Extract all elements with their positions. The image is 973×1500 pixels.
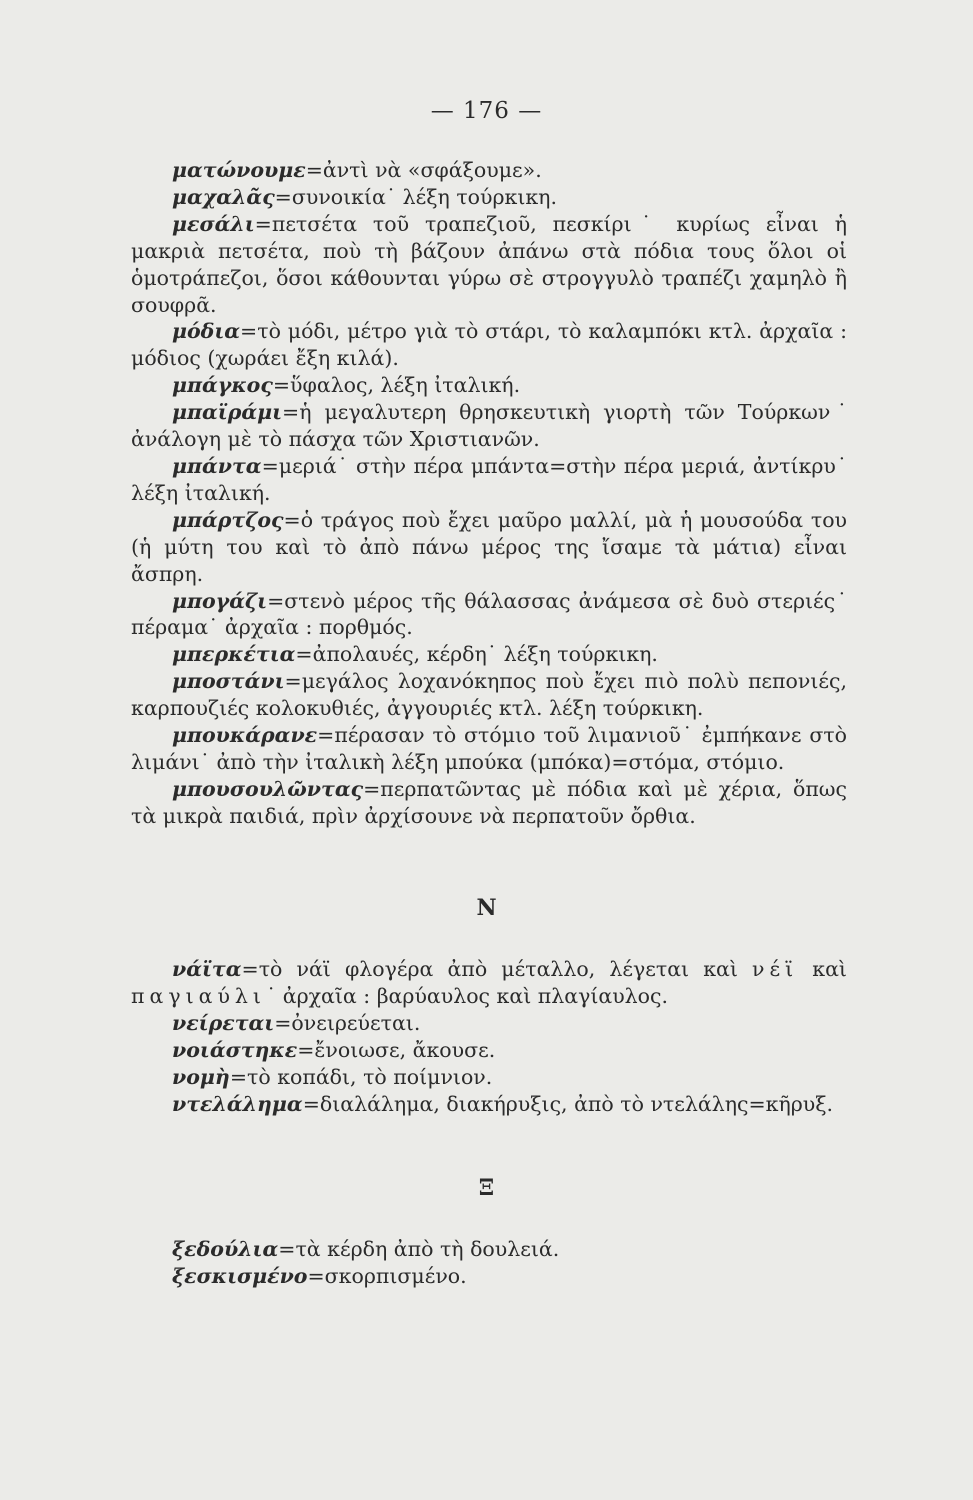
entry-definition: ὕφαλος, λέξη ἰταλική. <box>290 373 521 398</box>
entry-definition: ἡ μεγαλυτερη θρησκευτικὴ γιορτὴ τῶν Τούρκων˙ ἀνάλογη μὲ τὸ πάσχα τῶν Χριστιανῶν. <box>131 400 847 452</box>
entry-headword: νάϊτα <box>172 957 242 981</box>
glossary-section-m <box>131 157 847 830</box>
entry-definition: ἀπολαυές, κέρδη˙ λέξη τούρκικη. <box>312 642 658 667</box>
entry-definition: πετσέτα τοῦ τραπεζιοῦ, πεσκίρι˙ κυρίως εἶναι ἡ μακριὰ πετσέτα, ποὺ τὴ βάζουν ἀπάνω στὰ πόδια τους ὅλοι οἱ ὁμοτράπεζοι, ὅσοι κάθουνται γύρω σὲ στρογγυλὸ τραπέζι χαμηλὸ ἢ σουφρᾶ. <box>131 211 847 317</box>
entry-definition: σκορπισμένο. <box>324 1263 467 1288</box>
entry-definition: ἔνοιωσε, ἄκουσε. <box>314 1037 496 1062</box>
entry-definition: ἀντὶ νὰ «σφάξουμε». <box>322 158 542 182</box>
glossary-entry: μπάγκος=ὕφαλος, λέξη ἰταλική. <box>172 373 521 398</box>
entry-headword: μπουσουλῶντας <box>172 776 364 801</box>
entry-definition: τὸ κοπάδι, τὸ ποίμνιον. <box>247 1064 493 1089</box>
glossary-entry: μπερκέτια=ἀπολαυές, κέρδη˙ λέξη τούρκικη. <box>172 642 658 667</box>
glossary-entry: μεσάλι=πετσέτα τοῦ τραπεζιοῦ, πεσκίρι˙ κυρίως εἶναι ἡ μακριὰ πετσέτα, ποὺ τὴ βάζουν ἀπάνω στὰ πόδια τους ὅλοι οἱ ὁμοτράπεζοι, ὅσοι κάθουνται γύρω σὲ στρογγυλὸ τραπέζι χαμηλὸ ἢ σουφρᾶ. <box>131 211 847 317</box>
glossary-entry: μπουκάρανε=πέρασαν τὸ στόμιο τοῦ λιμανιοῦ˙ ἐμπήκανε στὸ λιμάνι˙ ἀπὸ τὴν ἰταλικὴ λέξη μπούκα (μπόκα)=στόμα, στόμιο. <box>131 723 847 774</box>
entry-headword: μπάρτζος <box>172 507 284 532</box>
glossary-section-x <box>131 1236 847 1290</box>
entry-headword: ξεδούλια <box>172 1237 279 1261</box>
page-number: — 176 — <box>430 98 543 124</box>
glossary-entry: μόδια=τὸ μόδι, μέτρο γιὰ τὸ στάρι, τὸ καλαμπόκι κτλ. ἀρχαῖα : μόδιος (χωράει ἔξη κιλά). <box>131 319 847 371</box>
entry-headword: μπαϊράμι <box>172 400 283 425</box>
glossary-entry: νάϊτα=τὸ νάϊ φλογέρα ἀπὸ μέταλλο, λέγεται καὶ νέϊ καὶ παγιαύλι˙ ἀρχαῖα : βαρύαυλος καὶ πλαγίαυλος. <box>131 957 847 1008</box>
section-letter-x: Ξ <box>478 1175 495 1201</box>
entry-definition: ˙ ἀρχαῖα : βαρύαυλος καὶ πλαγίαυλος. <box>265 983 668 1008</box>
entry-definition: ὀνειρεύεται. <box>291 1010 421 1035</box>
glossary-entry: νείρεται=ὀνειρεύεται. <box>172 1010 421 1035</box>
entry-headword: μπάντα <box>172 453 262 478</box>
entry-definition: στενὸ μέρος τῆς θάλασσας ἀνάμεσα σὲ δυὸ στεριές˙ πέραμα˙ ἀρχαῖα : πορθμός. <box>131 588 847 640</box>
glossary-entry: ματώνουμε=ἀντὶ νὰ «σφάξουμε». <box>172 158 542 182</box>
glossary-entry: μπαϊράμι=ἡ μεγαλυτερη θρησκευτικὴ γιορτὴ τῶν Τούρκων˙ ἀνάλογη μὲ τὸ πάσχα τῶν Χριστιανῶν. <box>131 400 847 452</box>
entry-headword: μπάγκος <box>172 373 273 398</box>
entry-headword: νομὴ <box>172 1064 230 1089</box>
entry-definition: περπατῶντας μὲ πόδια καὶ μὲ χέρια, ὅπως τὰ μικρὰ παιδιά, πρὶν ἀρχίσουνε νὰ περπατοῦν ὄρθια. <box>131 776 847 828</box>
glossary-entry: μπογάζι=στενὸ μέρος τῆς θάλασσας ἀνάμεσα σὲ δυὸ στεριές˙ πέραμα˙ ἀρχαῖα : πορθμός. <box>131 588 847 640</box>
entry-definition: μεγάλος λοχανόκηπος ποὺ ἔχει πιὸ πολὺ πεπονιές, καρπουζιές κολοκυθιές, ἀγγουριές κτλ. λέξη τούρκικη. <box>131 669 847 721</box>
glossary-entry: νοιάστηκε=ἔνοιωσε, ἄκουσε. <box>172 1037 496 1062</box>
glossary-entry: ντελάλημα=διαλάλημα, διακήρυξις, ἀπὸ τὸ ντελάλης=κῆρυξ. <box>172 1091 834 1116</box>
glossary-entry: μπάντα=μεριά˙ στὴν πέρα μπάντα=στὴν πέρα μεριά, ἀντίκρυ˙ λέξη ἰταλική. <box>131 453 847 505</box>
entry-definition: τὰ κέρδη ἀπὸ τὴ δουλειά. <box>295 1237 560 1261</box>
section-letter-n: Ν <box>476 895 497 921</box>
spaced-word: παγιαύλι <box>131 983 266 1008</box>
glossary-entry: μπουσουλῶντας=περπατῶντας μὲ πόδια καὶ μὲ χέρια, ὅπως τὰ μικρὰ παιδιά, πρὶν ἀρχίσουνε νὰ περπατοῦν ὄρθια. <box>131 776 847 828</box>
glossary-section-n <box>131 956 847 1117</box>
spaced-word: νέϊ <box>752 957 799 981</box>
entry-definition: διαλάλημα, διακήρυξις, ἀπὸ τὸ ντελάλης=κῆρυξ. <box>319 1091 834 1116</box>
entry-headword: μαχαλᾶς <box>172 184 275 209</box>
glossary-entry: ξεσκισμένο=σκορπισμένο. <box>172 1263 467 1288</box>
entry-definition: πέρασαν τὸ στόμιο τοῦ λιμανιοῦ˙ ἐμπήκανε στὸ λιμάνι˙ ἀπὸ τὴν ἰταλικὴ λέξη μπούκα (μπόκα)=στόμα, στόμιο. <box>131 723 847 774</box>
entry-headword: ξεσκισμένο <box>172 1263 308 1288</box>
glossary-entry: νομὴ=τὸ κοπάδι, τὸ ποίμνιον. <box>172 1064 493 1089</box>
entry-headword: μποστάνι <box>172 669 285 694</box>
entry-headword: μπερκέτια <box>172 642 296 667</box>
glossary-entry: ξεδούλια=τὰ κέρδη ἀπὸ τὴ δουλειά. <box>172 1237 560 1261</box>
entry-definition: τὸ νάϊ φλογέρα ἀπὸ μέταλλο, λέγεται καὶ <box>258 957 738 981</box>
entry-definition: συνοικία˙ λέξη τούρκικη. <box>291 184 557 209</box>
entry-headword: νείρεται <box>172 1010 275 1035</box>
glossary-entry: μαχαλᾶς=συνοικία˙ λέξη τούρκικη. <box>172 184 557 209</box>
glossary-entry: μποστάνι=μεγάλος λοχανόκηπος ποὺ ἔχει πιὸ πολὺ πεπονιές, καρπουζιές κολοκυθιές, ἀγγουριές κτλ. λέξη τούρκικη. <box>131 669 847 721</box>
entry-headword: ντελάλημα <box>172 1091 303 1116</box>
glossary-entry: μπάρτζος=ὁ τράγος ποὺ ἔχει μαῦρο μαλλί, μὰ ἡ μουσούδα του (ἡ μύτη του καὶ τὸ ἀπὸ πάνω μέρος της ἴσαμε τὰ μάτια) εἶναι ἄσπρη. <box>131 507 847 586</box>
entry-headword: μεσάλι <box>172 211 255 236</box>
entry-headword: ματώνουμε <box>172 158 306 182</box>
entry-definition: μεριά˙ στὴν πέρα μπάντα=στὴν πέρα μεριά, ἀντίκρυ˙ λέξη ἰταλική. <box>131 453 847 505</box>
entry-headword: μπουκάρανε <box>172 723 318 748</box>
entry-definition: ὁ τράγος ποὺ ἔχει μαῦρο μαλλί, μὰ ἡ μουσούδα του (ἡ μύτη του καὶ τὸ ἀπὸ πάνω μέρος της ἴσαμε τὰ μάτια) εἶναι ἄσπρη. <box>131 507 847 586</box>
entry-definition: καὶ <box>812 957 847 981</box>
entry-headword: μπογάζι <box>172 588 268 613</box>
entry-headword: νοιάστηκε <box>172 1037 298 1062</box>
entry-headword: μόδια <box>172 319 241 344</box>
entry-definition: τὸ μόδι, μέτρο γιὰ τὸ στάρι, τὸ καλαμπόκι κτλ. ἀρχαῖα : μόδιος (χωράει ἔξη κιλά). <box>131 319 847 371</box>
